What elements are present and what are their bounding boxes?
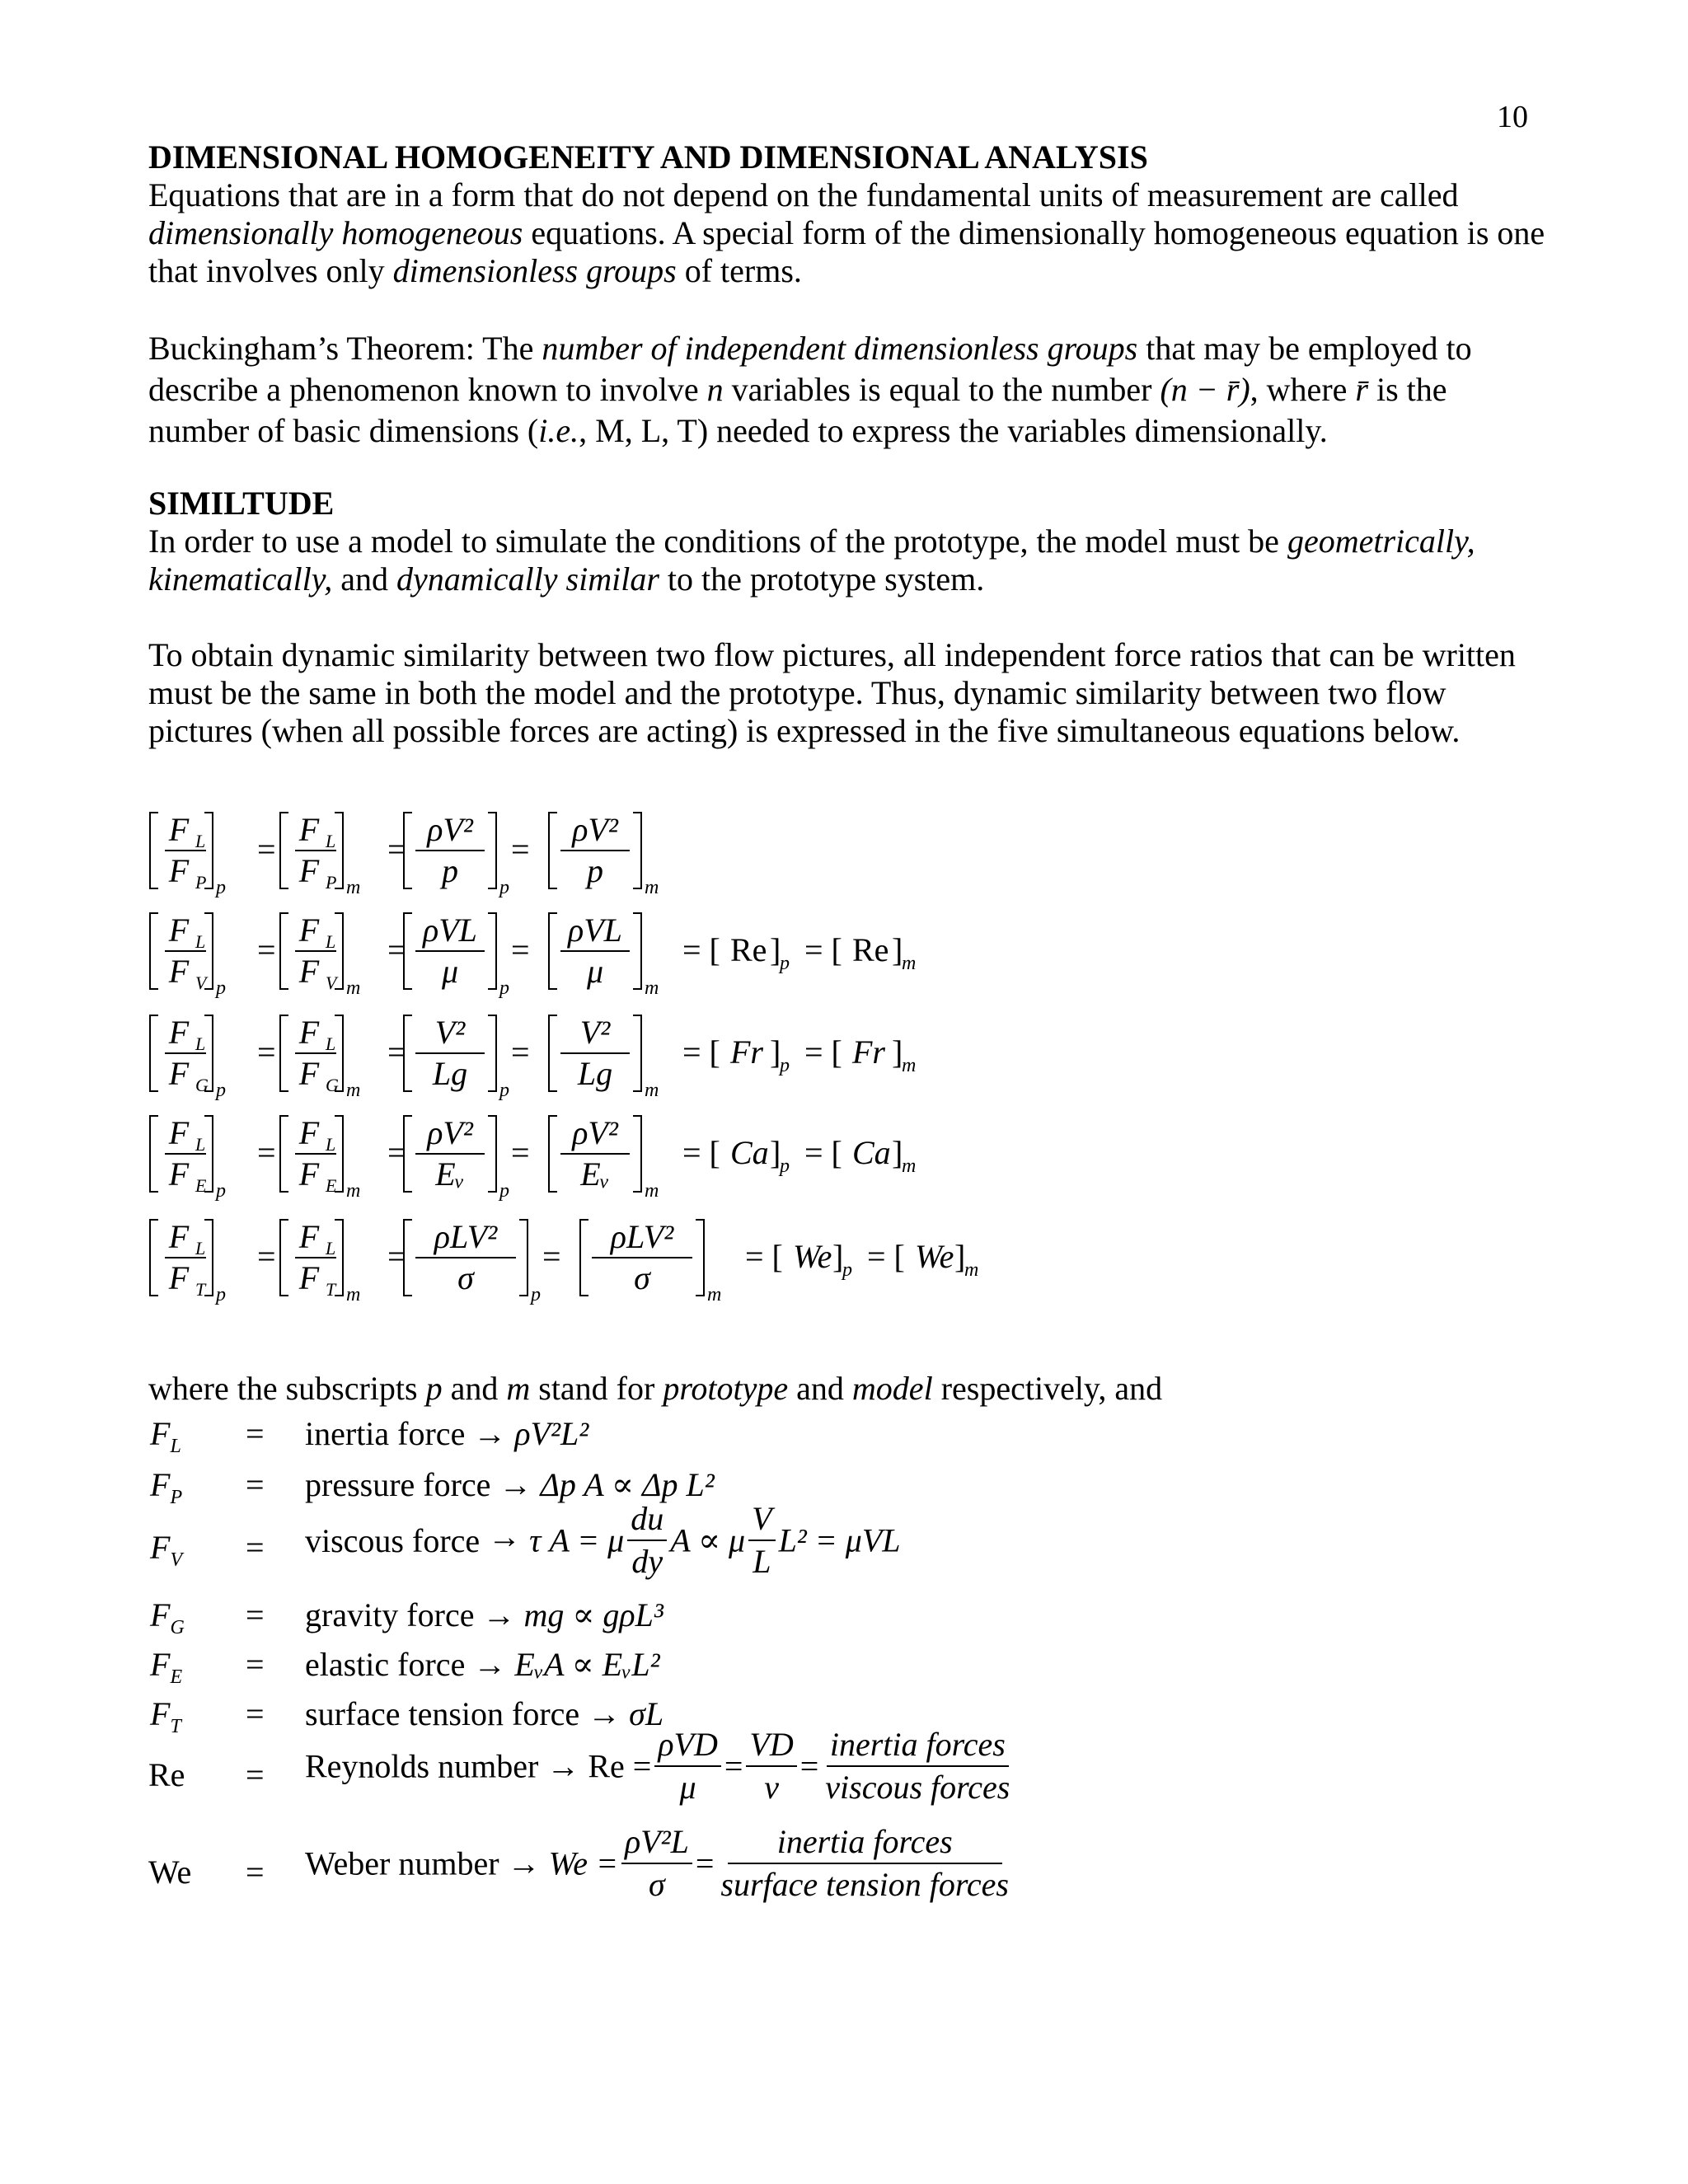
eq-bracket-right [488, 913, 496, 989]
eq-force-ratio-numerator: F [168, 1114, 190, 1151]
eq-equals: = [542, 1238, 561, 1275]
eq-dimensionless-number: Fr [730, 1033, 763, 1071]
eq-force-ratio-numerator: F [298, 1014, 320, 1051]
eq-bracket-left [580, 1220, 588, 1296]
eq-force-ratio-denominator: F [168, 953, 190, 990]
eq-force-ratio-denominator-subscript: G [326, 1075, 339, 1095]
eq-equals: = [387, 931, 406, 968]
def-elastic-force: elastic force → EᵥA ∝ EᵥL² [305, 1646, 660, 1683]
eq-rhs-close: ] [770, 931, 781, 968]
eq-group-numerator: ρLV² [610, 1218, 674, 1255]
eq-bracket-right [519, 1220, 528, 1296]
eq-group-numerator: V² [434, 1014, 466, 1051]
eq-force-ratio-denominator: F [298, 1155, 320, 1193]
eq-equals: = [257, 1238, 276, 1275]
eq-rhs-open: = [ [745, 1238, 783, 1275]
eq-equals: = [257, 1134, 276, 1171]
eq-force-ratio-denominator: F [298, 953, 320, 990]
eq-rhs-open: = [ [804, 1134, 842, 1171]
eq-dimensionless-number: We [793, 1238, 832, 1275]
eq-group-numerator: ρVL [423, 912, 477, 949]
eq-bracket-left [280, 1116, 288, 1192]
eq-force-ratio-denominator-subscript: V [326, 972, 337, 993]
eq-force-ratio-numerator-subscript: L [326, 1238, 336, 1258]
eq-bracket-left [150, 1220, 158, 1296]
bracket-subscript: m [645, 977, 659, 999]
eq-force-ratio-denominator-subscript: T [326, 1279, 336, 1300]
paragraph-dynamic-similarity: To obtain dynamic similarity between two flow pictures, all independent force ratios that can be written must be the same in both the model and the prototype. Thus, dynamic similarity between two flow pictures (when all possible forces are acting) is expressed in the five simultaneous equations below. [148, 636, 1516, 749]
eq-rhs-subscript: m [902, 1155, 917, 1177]
eq-bracket-left [549, 913, 557, 989]
eq-group-denominator: Eᵥ [580, 1155, 610, 1193]
eq-bracket-left [280, 913, 288, 989]
eq-group-numerator: ρV² [572, 1114, 618, 1151]
eq-bracket-right [633, 813, 641, 888]
bracket-subscript: m [707, 1284, 722, 1305]
eq-force-ratio-denominator-subscript: E [195, 1175, 207, 1196]
eq-force-ratio-numerator: F [168, 912, 190, 949]
eq-rhs-subscript: p [780, 1055, 790, 1076]
eq-rhs-close: ] [770, 1033, 781, 1071]
eq-force-ratio-numerator-subscript: L [195, 831, 206, 851]
eq-dimensionless-number: Re [852, 931, 889, 968]
equals-sign: = [246, 1529, 265, 1566]
eq-equals: = [387, 831, 406, 868]
eq-force-ratio-numerator-subscript: L [326, 1134, 336, 1155]
eq-equals: = [511, 1033, 530, 1071]
symbol-re: Re [148, 1756, 185, 1793]
eq-force-ratio-numerator-subscript: L [326, 831, 336, 851]
eq-group-denominator: σ [634, 1259, 650, 1296]
paragraph-buckingham: Buckingham’s Theorem: The number of independent dimensionless groups that may be employed to describe a phenomenon known to involve n variables is equal to the number (n − r̄), where r̄ is the number of basic dimensions (i.e., M, L, T) needed to express the variables dimensionally. [148, 330, 1472, 449]
bracket-subscript: p [216, 877, 226, 898]
bracket-subscript: p [216, 1180, 226, 1202]
eq-rhs-open: = [ [682, 1134, 720, 1171]
eq-equals: = [511, 1134, 530, 1171]
bracket-subscript: p [216, 1284, 226, 1305]
eq-group-denominator: Eᵥ [435, 1155, 465, 1193]
eq-bracket-left [150, 913, 158, 989]
def-pressure-force: pressure force → Δp A ∝ Δp L² [305, 1466, 715, 1503]
eq-bracket-right [488, 1015, 496, 1091]
def-viscous-force: viscous force → τ A = μ $\frac{du}{dy}$ A ∝ μ $\frac{V}{L}$ L² = μVL [305, 1500, 901, 1580]
eq-group-numerator: V² [579, 1014, 611, 1051]
eq-group-denominator: p [442, 852, 458, 889]
eq-force-ratio-denominator-subscript: V [195, 972, 207, 993]
eq-equals: = [257, 931, 276, 968]
def-inertia-force: inertia force → ρV²L² [305, 1415, 589, 1452]
eq-force-ratio-numerator-subscript: L [195, 1238, 206, 1258]
eq-equals: = [257, 831, 276, 868]
bracket-subscript: m [645, 877, 659, 898]
eq-bracket-right [488, 1116, 496, 1192]
bracket-subscript: p [216, 1080, 226, 1101]
bracket-subscript: m [645, 1080, 659, 1101]
eq-rhs-subscript: m [902, 953, 917, 974]
equals-sign: = [246, 1756, 265, 1793]
eq-group-denominator: μ [441, 953, 459, 990]
eq-bracket-left [150, 1015, 158, 1091]
paragraph-homogeneous: Equations that are in a form that do not depend on the fundamental units of measurement are called dimensionally homogeneous equations. A special form of the dimensionally homogeneous equation is one that involves only dimensionless groups of terms. [148, 176, 1545, 289]
equals-sign: = [246, 1415, 265, 1452]
equals-sign: = [246, 1695, 265, 1732]
eq-rhs-open: = [ [682, 931, 720, 968]
page-number: 10 [1497, 100, 1528, 134]
def-surface-tension-force: surface tension force → σL [305, 1695, 664, 1732]
bracket-subscript: m [645, 1180, 659, 1202]
eq-rhs-subscript: p [780, 1155, 790, 1177]
eq-force-ratio-denominator: F [168, 852, 190, 889]
bracket-subscript: m [346, 1080, 361, 1101]
def-gravity-force: gravity force → mg ∝ gρL³ [305, 1596, 663, 1633]
eq-rhs-subscript: p [780, 953, 790, 974]
eq-rhs-close: ] [892, 1134, 903, 1171]
eq-bracket-right [488, 813, 496, 888]
eq-dimensionless-number: Re [730, 931, 767, 968]
eq-rhs-subscript: m [964, 1259, 979, 1281]
def-weber-number: Weber number → We = $\frac{\text{ρV²L}}{\sigma}$ = $\frac{\text{inertia forces}}{\text{surface tension forces}}$ [305, 1823, 1009, 1903]
eq-bracket-left [549, 813, 557, 888]
paragraph-similarity: In order to use a model to simulate the conditions of the prototype, the model must be geometrically, kinematically, and dynamically similar to the prototype system. [148, 523, 1475, 598]
eq-dimensionless-number: Ca [730, 1134, 769, 1171]
eq-force-ratio-denominator-subscript: G [195, 1075, 209, 1095]
eq-force-ratio-numerator: F [298, 811, 320, 848]
eq-rhs-close: ] [892, 1033, 903, 1071]
eq-force-ratio-numerator-subscript: L [326, 931, 336, 952]
eq-force-ratio-numerator-subscript: L [195, 931, 206, 952]
eq-force-ratio-denominator: F [298, 852, 320, 889]
eq-group-denominator: Lg [577, 1055, 613, 1092]
eq-force-ratio-denominator: F [168, 1155, 190, 1193]
eq-group-numerator: ρV² [572, 811, 618, 848]
eq-bracket-left [549, 1015, 557, 1091]
eq-force-ratio-denominator-subscript: T [195, 1279, 206, 1300]
eq-group-numerator: ρV² [427, 1114, 473, 1151]
symbol-fl: $F_L$ [150, 1415, 181, 1457]
eq-force-ratio-denominator: F [298, 1055, 320, 1092]
eq-group-numerator: ρVL [568, 912, 622, 949]
eq-bracket-left [280, 1220, 288, 1296]
eq-bracket-left [280, 813, 288, 888]
section-heading: SIMILTUDE [148, 485, 335, 522]
eq-force-ratio-denominator-subscript: P [326, 872, 337, 893]
where-sentence: where the subscripts p and m stand for prototype and model respectively, and [148, 1370, 1163, 1407]
eq-force-ratio-denominator: F [168, 1259, 190, 1296]
eq-force-ratio-numerator-subscript: L [195, 1033, 206, 1054]
eq-force-ratio-denominator-subscript: E [326, 1175, 337, 1196]
bracket-subscript: p [499, 1180, 509, 1202]
eq-rhs-open: = [ [804, 1033, 842, 1071]
eq-group-numerator: ρLV² [434, 1218, 498, 1255]
section-heading: DIMENSIONAL HOMOGENEITY AND DIMENSIONAL ANALYSIS [148, 138, 1148, 176]
bracket-subscript: p [216, 977, 226, 999]
eq-rhs-open: = [ [867, 1238, 905, 1275]
bracket-subscript: p [499, 1080, 509, 1101]
eq-force-ratio-numerator: F [298, 1114, 320, 1151]
symbol-we: We [148, 1854, 192, 1891]
symbol-fp: $F_P$ [150, 1466, 183, 1508]
eq-bracket-right [633, 1116, 641, 1192]
eq-bracket-left [150, 813, 158, 888]
eq-rhs-close: ] [832, 1238, 844, 1275]
eq-equals: = [387, 1134, 406, 1171]
eq-force-ratio-numerator: F [168, 811, 190, 848]
eq-rhs-close: ] [770, 1134, 781, 1171]
eq-dimensionless-number: Fr [852, 1033, 885, 1071]
eq-group-denominator: σ [457, 1259, 474, 1296]
eq-force-ratio-numerator-subscript: L [326, 1033, 336, 1054]
equals-sign: = [246, 1596, 265, 1633]
symbol-ft: $F_T$ [150, 1695, 181, 1737]
eq-rhs-subscript: p [842, 1259, 852, 1281]
bracket-subscript: p [499, 877, 509, 898]
eq-group-numerator: ρV² [427, 811, 473, 848]
eq-rhs-subscript: m [902, 1055, 917, 1076]
eq-force-ratio-denominator-subscript: P [195, 872, 207, 893]
equals-sign: = [246, 1646, 265, 1683]
bracket-subscript: m [346, 1180, 361, 1202]
eq-dimensionless-number: Ca [852, 1134, 891, 1171]
eq-force-ratio-numerator: F [298, 1218, 320, 1255]
def-reynolds-number: Reynolds number → Re = $\frac{\text{ρVD}}{\mu}$ = $\frac{VD}{\nu}$ = $\frac{\text{inertia forces}}{\text{viscous forces}}$ [305, 1726, 1010, 1806]
eq-bracket-left [549, 1116, 557, 1192]
eq-force-ratio-numerator-subscript: L [195, 1134, 206, 1155]
eq-force-ratio-denominator: F [298, 1259, 320, 1296]
bracket-subscript: p [499, 977, 509, 999]
symbol-fv: $F_V$ [150, 1529, 183, 1571]
eq-rhs-close: ] [954, 1238, 966, 1275]
eq-force-ratio-denominator: F [168, 1055, 190, 1092]
equals-sign: = [246, 1854, 265, 1891]
symbol-fe: $F_E$ [150, 1646, 183, 1688]
eq-rhs-close: ] [892, 931, 903, 968]
eq-dimensionless-number: We [915, 1238, 954, 1275]
eq-bracket-left [150, 1116, 158, 1192]
eq-force-ratio-numerator: F [168, 1218, 190, 1255]
eq-bracket-right [633, 913, 641, 989]
eq-bracket-left [280, 1015, 288, 1091]
symbol-fg: $F_G$ [150, 1596, 185, 1638]
eq-equals: = [387, 1033, 406, 1071]
eq-group-denominator: μ [586, 953, 604, 990]
eq-equals: = [257, 1033, 276, 1071]
eq-force-ratio-numerator: F [168, 1014, 190, 1051]
eq-equals: = [511, 831, 530, 868]
eq-rhs-open: = [ [804, 931, 842, 968]
eq-group-denominator: p [587, 852, 603, 889]
eq-rhs-open: = [ [682, 1033, 720, 1071]
bracket-subscript: p [531, 1284, 541, 1305]
bracket-subscript: m [346, 977, 361, 999]
equals-sign: = [246, 1466, 265, 1503]
eq-group-denominator: Lg [432, 1055, 468, 1092]
bracket-subscript: m [346, 877, 361, 898]
eq-equals: = [511, 931, 530, 968]
bracket-subscript: m [346, 1284, 361, 1305]
eq-force-ratio-numerator: F [298, 912, 320, 949]
eq-equals: = [387, 1238, 406, 1275]
eq-bracket-right [696, 1220, 704, 1296]
eq-bracket-right [633, 1015, 641, 1091]
